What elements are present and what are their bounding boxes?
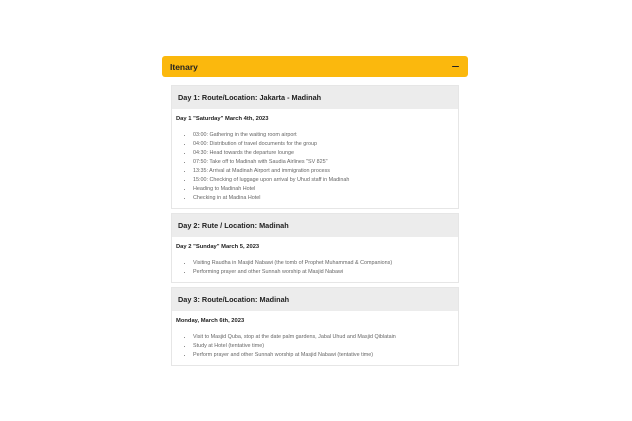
list-item: • 04:30: Head towards the departure lounge — [193, 149, 458, 158]
day-heading: Day 2: Rute / Location: Madinah — [172, 214, 458, 237]
list-item: • Visiting Raudha in Masjid Nabawi (the tomb of Prophet Muhammad & Companions) — [193, 259, 458, 268]
accordion-title: Itenary — [170, 61, 198, 72]
day-date: Monday, March 6th, 2023 — [176, 318, 245, 324]
list-item: • Checking in at Madina Hotel — [193, 194, 458, 203]
list-item: • Study at Hotel (tentative time) — [193, 342, 458, 351]
day-card-1 — [171, 85, 459, 209]
day-schedule-list — [172, 131, 458, 203]
itinerary-accordion — [162, 56, 468, 370]
day-schedule-list — [172, 333, 458, 360]
list-item: • Performing prayer and other Sunnah worship at Masjid Nabawi — [193, 268, 458, 277]
day-date: Day 1 "Saturday" March 4th, 2023 — [176, 116, 269, 122]
list-item: • 07:50: Take off to Madinah with Saudia Airlines "SV 825" — [193, 158, 458, 167]
accordion-header[interactable] — [162, 56, 468, 77]
accordion-body — [162, 77, 468, 366]
day-date: Day 2 "Sunday" March 5, 2023 — [176, 244, 260, 250]
day-card-3 — [171, 287, 459, 366]
list-item: • Visit to Masjid Quba, stop at the date palm gardens, Jabal Uhud and Masjid Qiblatain — [193, 333, 458, 342]
list-item: • Heading to Madinah Hotel — [193, 185, 458, 194]
day-schedule-list — [172, 259, 458, 277]
day-card-2 — [171, 213, 459, 283]
minus-icon[interactable] — [451, 62, 460, 71]
day-heading: Day 3: Route/Location: Madinah — [172, 288, 458, 311]
list-item: • Perform prayer and other Sunnah worship at Masjid Nabawi (tentative time) — [193, 351, 458, 360]
day-heading: Day 1: Route/Location: Jakarta - Madinah — [172, 86, 458, 109]
list-item: • 15:00: Checking of luggage upon arrival by Uhud staff in Madinah — [193, 176, 458, 185]
list-item: • 03:00: Gathering in the waiting room airport — [193, 131, 458, 140]
list-item: • 04:00: Distribution of travel documents for the group — [193, 140, 458, 149]
list-item: • 13:35: Arrival at Madinah Airport and immigration process — [193, 167, 458, 176]
